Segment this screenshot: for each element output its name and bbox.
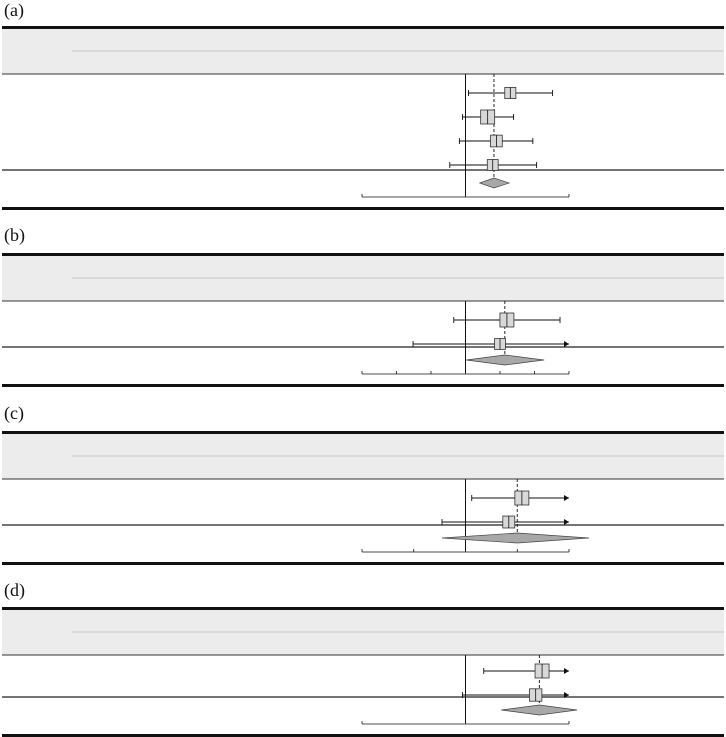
forest-plot-c	[2, 431, 724, 565]
forest-plot-b	[2, 253, 724, 387]
pooled-diamond	[501, 705, 577, 715]
ci-arrow-right	[564, 341, 569, 347]
ci-arrow-right	[564, 519, 569, 525]
pooled-diamond	[442, 533, 589, 543]
header-band	[2, 253, 724, 301]
forest-plot-d	[2, 607, 724, 737]
pooled-diamond	[480, 178, 509, 188]
ci-arrow-right	[564, 495, 569, 501]
forest-panel-d	[2, 607, 724, 737]
pooled-diamond	[466, 355, 544, 365]
forest-panel-b	[2, 253, 724, 387]
forest-plot-a	[2, 26, 724, 210]
panel-d-label: (d)	[4, 580, 25, 600]
header-band	[2, 607, 724, 655]
forest-panel-c	[2, 431, 724, 565]
forest-panel-a	[2, 26, 724, 210]
panel-c-label: (c)	[4, 403, 24, 423]
header-band	[2, 26, 724, 74]
ci-arrow-right	[564, 668, 569, 674]
header-band	[2, 431, 724, 479]
panel-b-label: (b)	[4, 225, 25, 245]
panel-a-label: (a)	[4, 0, 24, 20]
